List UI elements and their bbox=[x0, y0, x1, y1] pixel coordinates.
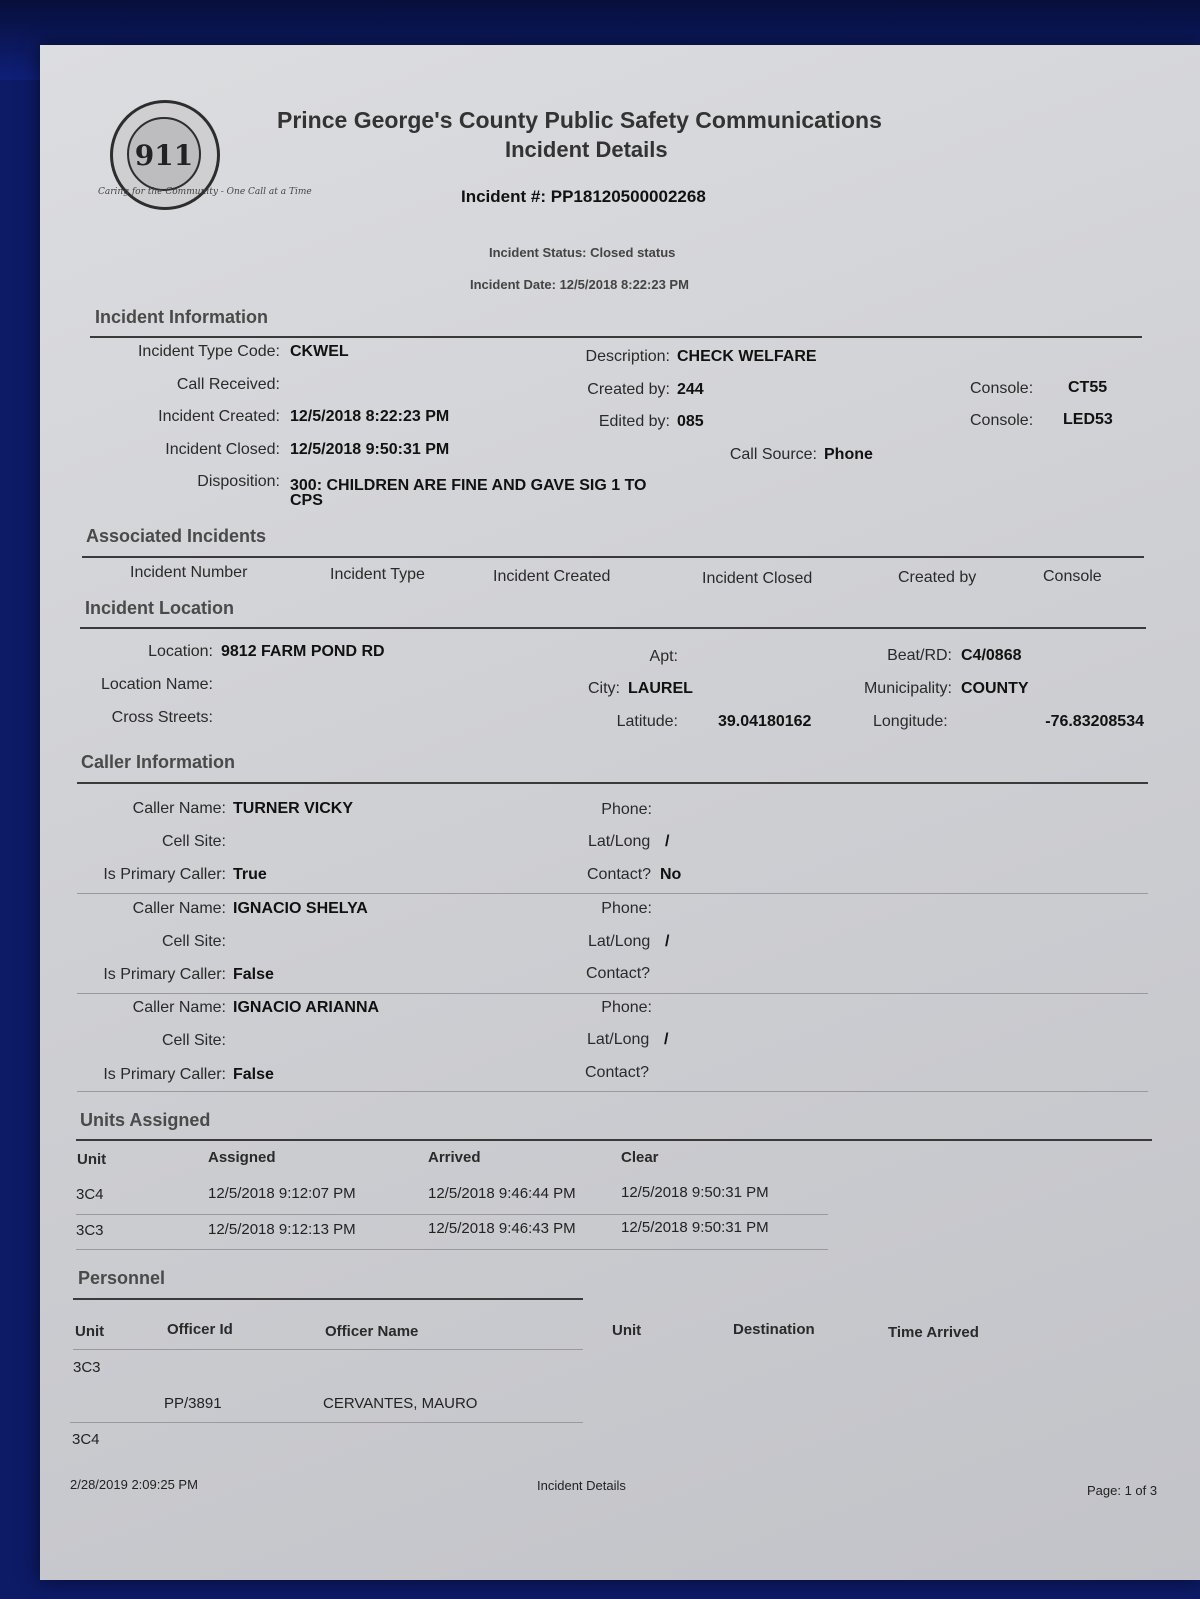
beat-value: C4/0868 bbox=[961, 647, 1022, 664]
agency-title: Prince George's County Public Safety Communications bbox=[277, 107, 882, 133]
units-col-assigned: Assigned bbox=[208, 1149, 276, 1166]
personnel-col-unit: Unit bbox=[75, 1323, 105, 1340]
section-rule bbox=[80, 627, 1146, 629]
incident-date: Incident Date: 12/5/2018 8:22:23 PM bbox=[470, 277, 689, 292]
seal-tagline: Caring for the Community - One Call at a Time bbox=[98, 187, 312, 197]
footer-printed-date: 2/28/2019 2:09:25 PM bbox=[70, 1477, 198, 1492]
personnel-unit-2: 3C4 bbox=[72, 1431, 100, 1448]
incident-status: Incident Status: Closed status bbox=[489, 245, 676, 260]
personnel-col-destination: Destination bbox=[733, 1321, 815, 1338]
incident-created-value: 12/5/2018 8:22:23 PM bbox=[290, 408, 450, 425]
city-value: LAUREL bbox=[628, 680, 693, 697]
footer-title: Incident Details bbox=[537, 1478, 626, 1493]
location-label: Location: bbox=[148, 643, 213, 660]
phone-label: Phone: bbox=[601, 900, 652, 917]
phone-label: Phone: bbox=[601, 999, 652, 1016]
city-label: City: bbox=[588, 680, 620, 697]
call-source-value: Phone bbox=[824, 446, 873, 463]
unit-row-2-clear: 12/5/2018 9:50:31 PM bbox=[621, 1219, 769, 1236]
personnel-col-time-arrived: Time Arrived bbox=[888, 1324, 979, 1341]
apt-label: Apt: bbox=[649, 648, 678, 665]
assoc-col-incident-closed: Incident Closed bbox=[702, 570, 813, 587]
section-rule bbox=[82, 556, 1144, 558]
type-code-value: CKWEL bbox=[290, 343, 349, 360]
section-incident-information: Incident Information bbox=[95, 307, 268, 327]
unit-row-1-assigned: 12/5/2018 9:12:07 PM bbox=[208, 1185, 356, 1202]
assoc-col-created-by: Created by bbox=[898, 569, 977, 586]
units-col-unit: Unit bbox=[77, 1151, 107, 1168]
cell-site-label: Cell Site: bbox=[161, 933, 226, 950]
assoc-col-incident-number: Incident Number bbox=[130, 564, 248, 581]
document-title: Incident Details bbox=[505, 137, 668, 162]
call-received-label: Call Received: bbox=[176, 376, 280, 393]
phone-label: Phone: bbox=[601, 801, 652, 818]
section-caller-information: Caller Information bbox=[81, 752, 236, 772]
incident-created-label: Incident Created: bbox=[158, 408, 280, 425]
edited-by-label: Edited by: bbox=[598, 413, 670, 430]
primary-caller-value: False bbox=[233, 966, 274, 983]
unit-row-1-arrived: 12/5/2018 9:46:44 PM bbox=[428, 1185, 576, 1202]
primary-caller-value: False bbox=[233, 1066, 274, 1083]
edited-by-value: 085 bbox=[677, 413, 704, 430]
console-label: Console: bbox=[970, 380, 1034, 397]
personnel-col-officer-name: Officer Name bbox=[325, 1323, 419, 1340]
contact-value: No bbox=[660, 866, 682, 883]
description-value: CHECK WELFARE bbox=[677, 348, 817, 365]
unit-row-1-unit: 3C4 bbox=[76, 1186, 104, 1203]
call-source-label: Call Source: bbox=[729, 446, 817, 463]
assoc-col-incident-created: Incident Created bbox=[493, 568, 611, 585]
unit-row-1-clear: 12/5/2018 9:50:31 PM bbox=[621, 1184, 769, 1201]
caller-name-value: IGNACIO SHELYA bbox=[233, 900, 368, 917]
incident-closed-label: Incident Closed: bbox=[165, 441, 280, 458]
console-label-2: Console: bbox=[970, 412, 1034, 429]
table-row-divider bbox=[76, 1249, 828, 1250]
caller-name-value: IGNACIO ARIANNA bbox=[233, 999, 380, 1016]
seal-number: 911 bbox=[134, 139, 194, 172]
section-rule bbox=[77, 782, 1148, 784]
section-rule bbox=[76, 1139, 1152, 1141]
disposition-value-line2: CPS bbox=[290, 492, 323, 509]
caller-divider bbox=[77, 1091, 1148, 1092]
caller-name-value: TURNER VICKY bbox=[233, 800, 354, 817]
unit-row-2-arrived: 12/5/2018 9:46:43 PM bbox=[428, 1220, 576, 1237]
section-units-assigned: Units Assigned bbox=[80, 1110, 211, 1130]
section-rule bbox=[73, 1298, 583, 1300]
latlong-separator: / bbox=[665, 933, 670, 950]
personnel-officer-id: PP/3891 bbox=[164, 1395, 222, 1412]
incident-closed-value: 12/5/2018 9:50:31 PM bbox=[290, 441, 450, 458]
contact-label: Contact? bbox=[586, 965, 651, 982]
disposition-value-line1: 300: CHILDREN ARE FINE AND GAVE SIG 1 TO bbox=[290, 477, 647, 494]
longitude-value: -76.83208534 bbox=[1045, 713, 1144, 730]
section-personnel: Personnel bbox=[78, 1268, 166, 1288]
assoc-col-incident-type: Incident Type bbox=[330, 566, 425, 583]
unit-row-2-assigned: 12/5/2018 9:12:13 PM bbox=[208, 1221, 356, 1238]
primary-caller-label: Is Primary Caller: bbox=[103, 966, 226, 983]
description-label: Description: bbox=[585, 348, 670, 365]
personnel-unit-1: 3C3 bbox=[73, 1359, 101, 1376]
section-associated-incidents: Associated Incidents bbox=[86, 526, 267, 546]
latitude-label: Latitude: bbox=[616, 713, 678, 730]
location-name-label: Location Name: bbox=[100, 676, 213, 693]
assoc-col-console: Console bbox=[1043, 568, 1102, 585]
municipality-value: COUNTY bbox=[961, 680, 1029, 697]
latlong-label: Lat/Long bbox=[588, 833, 651, 850]
longitude-label: Longitude: bbox=[873, 713, 948, 730]
latlong-separator: / bbox=[665, 833, 670, 850]
type-code-label: Incident Type Code: bbox=[137, 343, 280, 360]
created-by-label: Created by: bbox=[587, 381, 670, 398]
disposition-label: Disposition: bbox=[197, 473, 280, 490]
caller-name-label: Caller Name: bbox=[132, 999, 226, 1016]
incident-number: Incident #: PP18120500002268 bbox=[461, 187, 706, 206]
section-incident-location: Incident Location bbox=[85, 598, 235, 618]
personnel-col-officer-id: Officer Id bbox=[167, 1321, 233, 1338]
municipality-label: Municipality: bbox=[863, 680, 952, 697]
latitude-value: 39.04180162 bbox=[718, 713, 812, 730]
beat-label: Beat/RD: bbox=[887, 647, 952, 664]
primary-caller-label: Is Primary Caller: bbox=[103, 866, 226, 883]
primary-caller-value: True bbox=[233, 866, 267, 883]
cell-site-label: Cell Site: bbox=[161, 1032, 226, 1049]
caller-divider bbox=[77, 893, 1148, 894]
table-row-divider bbox=[73, 1349, 583, 1350]
console-value-2: LED53 bbox=[1063, 411, 1113, 428]
table-row-divider bbox=[70, 1422, 583, 1423]
document-page bbox=[40, 45, 1200, 1580]
primary-caller-label: Is Primary Caller: bbox=[103, 1066, 226, 1083]
caller-name-label: Caller Name: bbox=[132, 900, 226, 917]
cross-streets-label: Cross Streets: bbox=[111, 709, 213, 726]
latlong-label: Lat/Long bbox=[588, 933, 651, 950]
table-row-divider bbox=[76, 1214, 828, 1215]
contact-label: Contact? bbox=[587, 866, 652, 883]
units-col-clear: Clear bbox=[621, 1149, 659, 1166]
personnel-col-unit-2: Unit bbox=[612, 1322, 642, 1339]
contact-label: Contact? bbox=[585, 1064, 650, 1081]
unit-row-2-unit: 3C3 bbox=[76, 1222, 104, 1239]
latlong-separator: / bbox=[664, 1031, 669, 1048]
cell-site-label: Cell Site: bbox=[161, 833, 226, 850]
units-col-arrived: Arrived bbox=[428, 1149, 481, 1166]
section-rule bbox=[90, 336, 1142, 338]
personnel-officer-name: CERVANTES, MAURO bbox=[323, 1395, 478, 1412]
created-by-value: 244 bbox=[677, 381, 704, 398]
caller-name-label: Caller Name: bbox=[132, 800, 226, 817]
location-value: 9812 FARM POND RD bbox=[221, 643, 385, 660]
latlong-label: Lat/Long bbox=[587, 1031, 650, 1048]
console-value: CT55 bbox=[1068, 379, 1108, 396]
caller-divider bbox=[77, 993, 1148, 994]
footer-page-number: Page: 1 of 3 bbox=[1087, 1483, 1158, 1498]
